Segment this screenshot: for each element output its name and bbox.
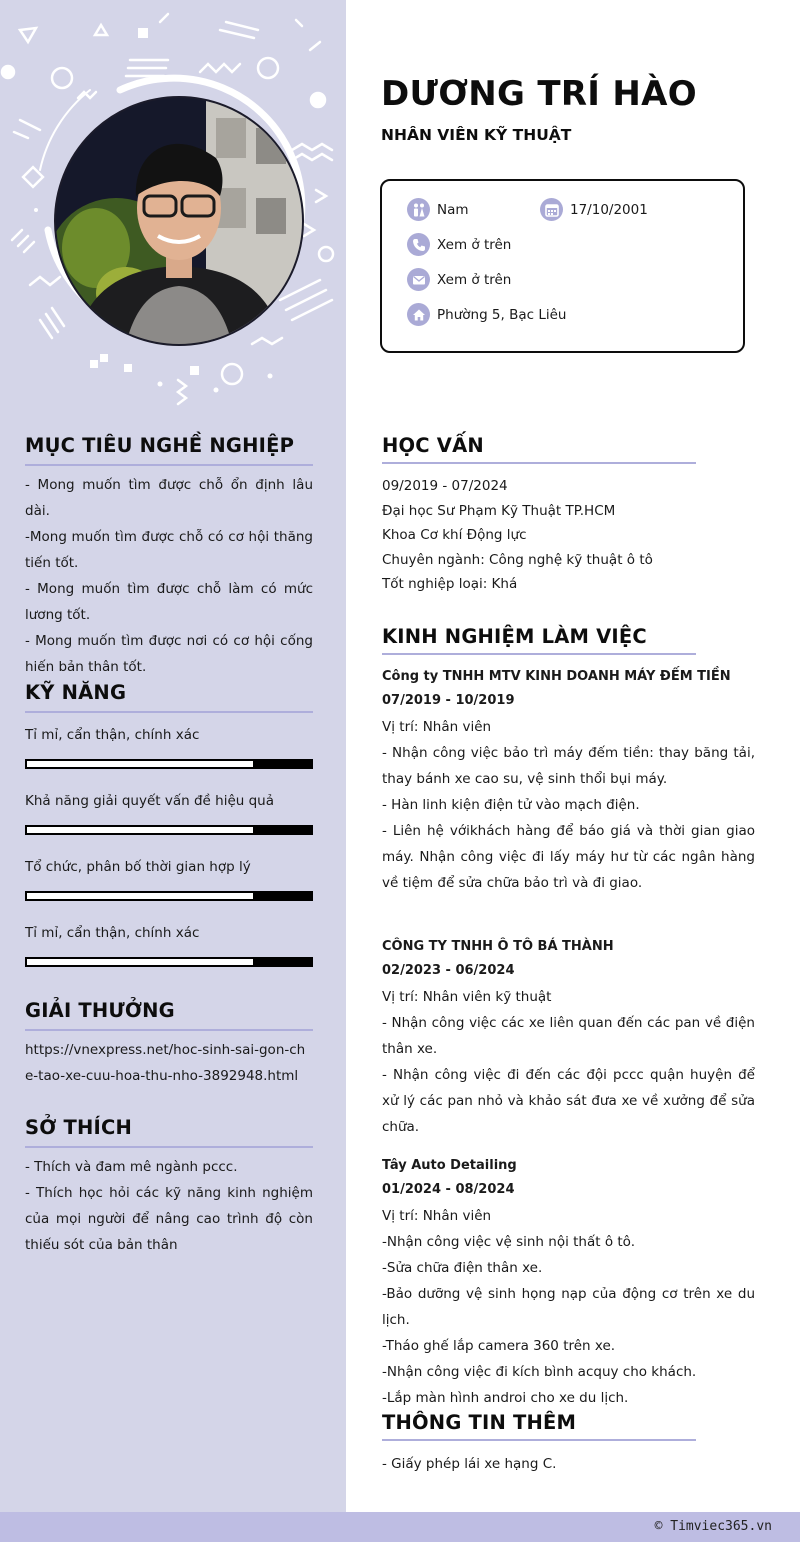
skill-bar-fill: [25, 825, 255, 835]
job-company: Công ty TNHH MTV KINH DOANH MÁY ĐẾM TIỀN: [382, 669, 731, 684]
job-line: -Nhận công việc đi kích bình acquy cho khách.: [382, 1364, 697, 1380]
job-line: -Nhận công việc vệ sinh nội thất ô tô.: [382, 1234, 635, 1250]
job-line: - Nhận công việc đi đến các đội pccc quận huyện để xử lý các pan nhỏ và khảo sát đưa xe về xưởng để sửa chữa.: [382, 1067, 755, 1135]
avatar: [54, 96, 304, 346]
birthday-row: [540, 198, 648, 221]
skill-label: Tỉ mỉ, cẩn thận, chính xác: [25, 925, 200, 941]
objective-text: [25, 472, 313, 680]
skill-label: Khả năng giải quyết vấn đề hiệu quả: [25, 793, 274, 809]
footer: [0, 1512, 800, 1542]
hobbies-text: [25, 1154, 313, 1258]
job-title: NHÂN VIÊN KỸ THUẬT: [381, 126, 572, 144]
home-icon: [407, 303, 430, 326]
awards-text: https://vnexpress.net/hoc-sinh-sai-gon-che-tao-xe-cuu-hoa-thu-nho-3892948.html: [25, 1042, 306, 1084]
address-row: [407, 303, 566, 326]
skill-bar-fill: [25, 957, 255, 967]
job-line: -Bảo dưỡng vệ sinh họng nạp của động cơ trên xe du lịch.: [382, 1286, 755, 1328]
awards-divider: [25, 1029, 313, 1031]
footer-copyright: © Timviec365.vn: [654, 1519, 772, 1534]
job-line: -Lắp màn hình androi cho xe du lịch.: [382, 1390, 629, 1406]
skills-divider: [25, 711, 313, 713]
objective-title: MỤC TIÊU NGHỀ NGHIỆP: [25, 434, 295, 457]
gender-icon: [407, 198, 430, 221]
job-line: Vị trí: Nhân viên: [382, 1208, 492, 1224]
job-line: Vị trí: Nhân viên: [382, 719, 492, 735]
job-line: - Nhận công việc các xe liên quan đến các pan về điện thân xe.: [382, 1015, 755, 1057]
objective-divider: [25, 464, 313, 466]
job-period: 01/2024 - 08/2024: [382, 1182, 515, 1197]
additional-divider: [382, 1439, 696, 1441]
education-line: 09/2019 - 07/2024: [382, 478, 508, 494]
education-line: Tốt nghiệp loại: Khá: [382, 576, 518, 592]
skill-bar: [25, 957, 313, 967]
gender-value: Nam: [437, 201, 469, 218]
hobby-line: - Thích và đam mê ngành pccc.: [25, 1159, 238, 1175]
calendar-icon: [540, 198, 563, 221]
email-row: [407, 268, 511, 291]
job-line: - Liên hệ vớikhách hàng để báo giá và thời gian giao máy. Nhận công việc đi lấy máy hư từ các ngân hàng về tiệm để sửa chữa bảo trì và đi giao.: [382, 823, 755, 891]
experience-divider: [382, 653, 696, 655]
education-divider: [382, 462, 696, 464]
phone-value: Xem ở trên: [437, 236, 512, 253]
birthday-value: 17/10/2001: [570, 201, 648, 218]
job-line: - Hàn linh kiện điện tử vào mạch điện.: [382, 797, 640, 813]
job-entry: [382, 934, 755, 1140]
additional-text: - Giấy phép lái xe hạng C.: [382, 1456, 557, 1472]
education-line: Khoa Cơ khí Động lực: [382, 527, 527, 543]
job-line: Vị trí: Nhân viên kỹ thuật: [382, 989, 552, 1005]
hobbies-divider: [25, 1146, 313, 1148]
job-line: - Nhận công việc bảo trì máy đếm tiền: thay băng tải, thay bánh xe cao su, vệ sinh thổi bụi máy.: [382, 745, 755, 787]
sidebar: [0, 0, 346, 1512]
objective-line: - Mong muốn tìm được chỗ làm có mức lương tốt.: [25, 581, 313, 623]
email-value: Xem ở trên: [437, 271, 512, 288]
job-period: 02/2023 - 06/2024: [382, 963, 515, 978]
skill-bar-fill: [25, 759, 255, 769]
skill-bar: [25, 825, 313, 835]
education-line: Chuyên ngành: Công nghệ kỹ thuật ô tô: [382, 551, 653, 568]
education-text: [382, 474, 755, 597]
education-title: HỌC VẤN: [382, 434, 484, 457]
objective-line: -Mong muốn tìm được chỗ có cơ hội thăng tiến tốt.: [25, 529, 313, 571]
job-entry: [382, 664, 755, 896]
phone-icon: [407, 233, 430, 256]
job-line: -Tháo ghế lắp camera 360 trên xe.: [382, 1338, 616, 1354]
hobby-line: - Thích học hỏi các kỹ năng kinh nghiệm của mọi người để nâng cao trình độ còn thiếu sót của bản thân: [25, 1185, 313, 1253]
objective-line: - Mong muốn tìm được nơi có cơ hội cống hiến bản thân tốt.: [25, 633, 313, 675]
hobbies-title: SỞ THÍCH: [25, 1116, 132, 1139]
job-company: CÔNG TY TNHH Ô TÔ BÁ THÀNH: [382, 939, 614, 954]
job-company: Tây Auto Detailing: [382, 1158, 517, 1173]
awards-title: GIẢI THƯỞNG: [25, 999, 175, 1022]
objective-line: - Mong muốn tìm được chỗ ổn định lâu dài.: [25, 477, 313, 519]
job-entry: [382, 1153, 755, 1411]
contact-box: [380, 179, 745, 353]
skill-bar: [25, 759, 313, 769]
skills-title: KỸ NĂNG: [25, 681, 127, 704]
education-line: Đại học Sư Phạm Kỹ Thuật TP.HCM: [382, 502, 616, 519]
email-icon: [407, 268, 430, 291]
candidate-name: DƯƠNG TRÍ HÀO: [381, 74, 697, 114]
job-line: -Sửa chữa điện thân xe.: [382, 1260, 543, 1276]
additional-title: THÔNG TIN THÊM: [382, 1411, 577, 1434]
skill-label: Tổ chức, phân bố thời gian hợp lý: [25, 859, 251, 875]
skill-bar-fill: [25, 891, 255, 901]
experience-title: KINH NGHIỆM LÀM VIỆC: [382, 625, 647, 648]
job-period: 07/2019 - 10/2019: [382, 693, 515, 708]
phone-row: [407, 233, 511, 256]
address-value: Phường 5, Bạc Liêu: [437, 306, 567, 323]
skill-label: Tỉ mỉ, cẩn thận, chính xác: [25, 727, 200, 743]
gender-row: [407, 198, 469, 221]
skill-bar: [25, 891, 313, 901]
